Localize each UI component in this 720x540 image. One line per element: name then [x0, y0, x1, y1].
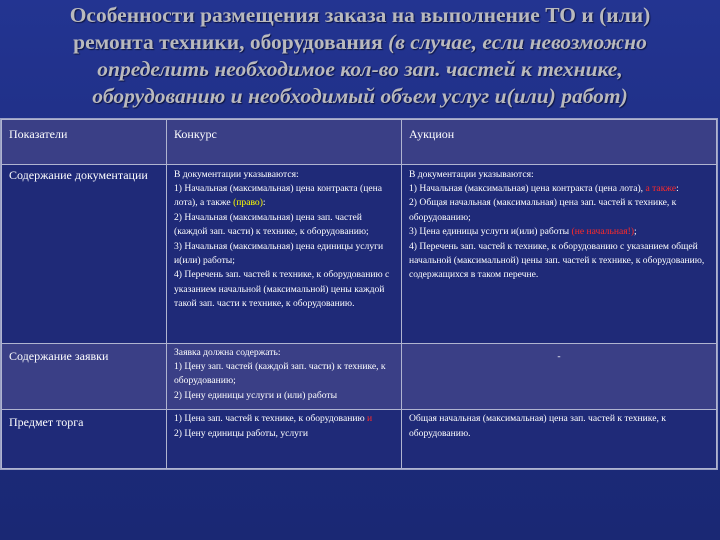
- slide-title: [0, 2, 720, 110]
- row-label-application: Содержание заявки: [2, 343, 167, 410]
- docs-konkurs-item-1-text: 1) Начальная (максимальная) цена контракта (цена лота), а также: [174, 182, 383, 209]
- table-row-subject: [2, 410, 717, 469]
- docs-auction-item-3-highlight: (не начальная!): [571, 226, 635, 238]
- application-konkurs-item-2: 2) Цену единицы услуги и (или) работы: [174, 389, 338, 401]
- header-cell-indicators: Показатели: [2, 120, 167, 165]
- docs-auction-item-3: [409, 225, 709, 239]
- title-line-2-italic: (в случае, если невозможно: [388, 30, 647, 54]
- title-line-1: Особенности размещения заказа на выполнение ТО и (или): [69, 3, 651, 27]
- cell-application-auction: -: [402, 343, 717, 410]
- subject-konkurs-item-1: [174, 412, 394, 426]
- docs-auction-item-2: 2) Общая начальная (максимальная) цена зап. частей к технике, к оборудованию;: [409, 197, 677, 223]
- title-line-2-normal: ремонта техники, оборудования: [73, 30, 389, 54]
- title-line-3: определить необходимое кол-во зап. частей к технике,: [97, 57, 623, 81]
- application-konkurs-item-1: 1) Цену зап. частей (каждой зап. части) к технике, к оборудованию;: [174, 360, 386, 387]
- subject-konkurs-item-1-highlight: и: [367, 413, 373, 425]
- docs-konkurs-item-1: [174, 182, 394, 211]
- cell-docs-konkurs: [167, 164, 402, 343]
- cell-docs-auction: [402, 164, 717, 343]
- docs-auction-item-3-end: ;: [634, 226, 637, 238]
- docs-konkurs-item-1-end: :: [262, 197, 266, 209]
- table-header-row: [2, 120, 717, 165]
- application-konkurs-intro: Заявка должна содержать:: [174, 346, 281, 358]
- subject-konkurs-item-1-text: 1) Цена зап. частей к технике, к оборудованию: [174, 413, 368, 425]
- title-line-2: [0, 29, 720, 56]
- table-row-application: [2, 343, 717, 410]
- table-row-documentation: [2, 164, 717, 343]
- row-label-subject: Предмет торга: [2, 410, 167, 469]
- docs-auction-item-1-highlight: а также: [645, 182, 677, 194]
- docs-auction-item-3-text: 3) Цена единицы услуги и(или) работы: [409, 226, 572, 238]
- docs-konkurs-intro: В документации указываются:: [174, 168, 299, 180]
- cell-application-konkurs: [167, 343, 402, 410]
- cell-subject-konkurs: [167, 410, 402, 469]
- cell-subject-auction: Общая начальная (максимальная) цена зап. частей к технике, к оборудованию.: [402, 410, 717, 469]
- docs-auction-item-1: [409, 182, 709, 196]
- docs-auction-intro: В документации указываются:: [409, 168, 534, 180]
- header-cell-auction: Аукцион: [402, 120, 717, 165]
- comparison-table: [0, 118, 718, 470]
- docs-auction-item-1-text: 1) Начальная (максимальная) цена контракта (цена лота),: [409, 182, 646, 194]
- row-label-documentation: Содержание документации: [2, 164, 167, 343]
- docs-auction-item-4: 4) Перечень зап. частей к технике, к оборудованию с указанием общей начальной (максимальной) цены зап. частей к технике, к оборудованию, содержащихся в таком перечне.: [409, 240, 705, 281]
- docs-konkurs-item-4: 4) Перечень зап. частей к технике, к оборудованию с указанием начальной (максимальной) цены каждой такой зап. части к технике, к оборудованию.: [174, 269, 390, 310]
- comparison-table-grid: [1, 119, 717, 469]
- docs-konkurs-item-2: 2) Начальная (максимальная) цена зап. частей (каждой зап. части) к технике, к оборудованию;: [174, 211, 369, 238]
- docs-auction-item-1-end: :: [676, 182, 679, 194]
- docs-konkurs-item-3: 3) Начальная (максимальная) цена единицы услуги и(или) работы;: [174, 240, 384, 266]
- header-cell-konkurs: Конкурс: [167, 120, 402, 165]
- subject-konkurs-item-2: 2) Цену единицы работы, услуги: [174, 427, 309, 439]
- title-line-4: оборудованию и необходимый объем услуг и(или) работ): [92, 84, 628, 108]
- docs-konkurs-item-1-highlight: (право): [233, 197, 263, 209]
